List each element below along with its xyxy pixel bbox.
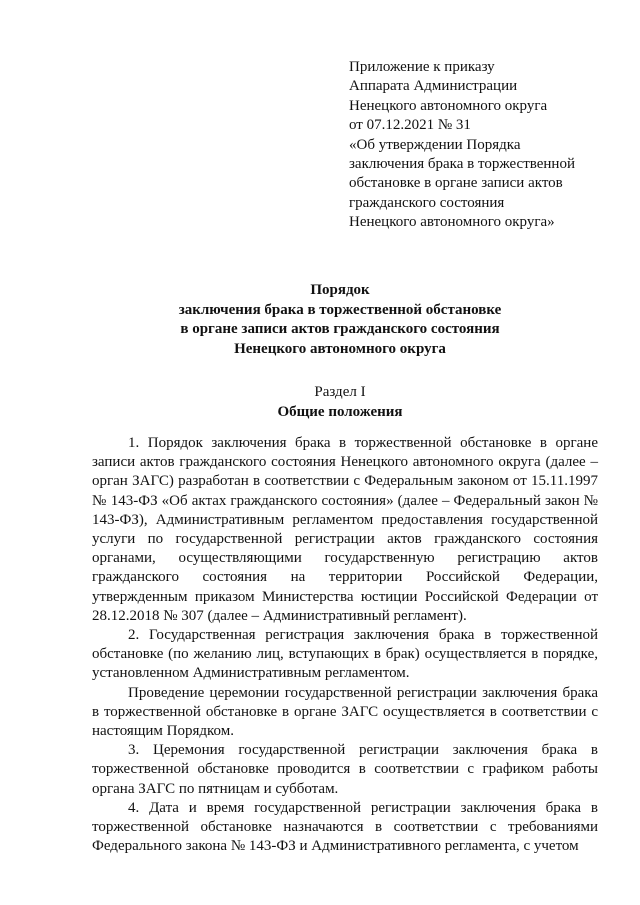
document-title — [60, 281, 620, 359]
title-line: Ненецкого автономного округа — [234, 340, 446, 357]
appendix-line: Приложение к приказу — [349, 59, 495, 75]
paragraph: Проведение церемонии государственной регистрации заключения брака в торжественной обстановке в органе ЗАГС осуществляется в соответствии с настоящим Порядком. — [92, 684, 598, 740]
paragraph: 2. Государственная регистрация заключения брака в торжественной обстановке (по желанию лиц, вступающих в брак) осуществляется в порядке, установленном Административным регламентом. — [92, 627, 598, 682]
section-heading — [60, 382, 620, 422]
appendix-header — [349, 58, 609, 233]
document-body — [92, 434, 598, 856]
appendix-line: обстановке в органе записи актов — [349, 175, 563, 192]
appendix-line: гражданского состояния — [349, 194, 505, 211]
appendix-line: от 07.12.2021 № 31 — [349, 117, 471, 134]
title-line: Порядок — [310, 282, 370, 298]
appendix-line: Ненецкого автономного округа» — [349, 214, 555, 231]
appendix-line: Аппарата Администрации — [349, 78, 518, 95]
section-name: Общие положения — [277, 404, 403, 420]
appendix-line: «Об утверждении Порядка — [349, 136, 521, 153]
paragraph: 4. Дата и время государственной регистрации заключения брака в торжественной обстановке назначаются в соответствии с требованиями Федерального закона № 143-ФЗ и Административного регламента, с учетом — [92, 799, 598, 855]
appendix-line: Ненецкого автономного округа — [349, 97, 548, 114]
title-line: заключения брака в торжественной обстановке — [178, 301, 502, 318]
appendix-line: заключения брака в торжественной — [349, 156, 575, 173]
title-line: в органе записи актов гражданского состояния — [180, 321, 500, 337]
section-number: Раздел I — [314, 384, 366, 400]
paragraph: 1. Порядок заключения брака в торжественной обстановке в органе записи актов гражданского состояния Ненецкого автономного округа (далее – орган ЗАГС) разработан в соответствии с Федеральным законом от 15.11.1997 № 143-ФЗ «Об актах гражданского состояния» (далее – Федеральный закон № 143-ФЗ), Административным регламентом предоставления государственной услуги по государственной регистрации актов гражданского состояния органами, осуществляющими государственную регистрацию актов гражданского состояния на территории Российской Федерации, утвержденным приказом Министерства юстиции Российской Федерации от 28.12.2018 № 307 (далее – Административный регламент). — [92, 435, 598, 624]
paragraph: 3. Церемония государственной регистрации заключения брака в торжественной обстановке проводится в соответствии с графиком работы органа ЗАГС по пятницам и субботам. — [92, 742, 598, 797]
